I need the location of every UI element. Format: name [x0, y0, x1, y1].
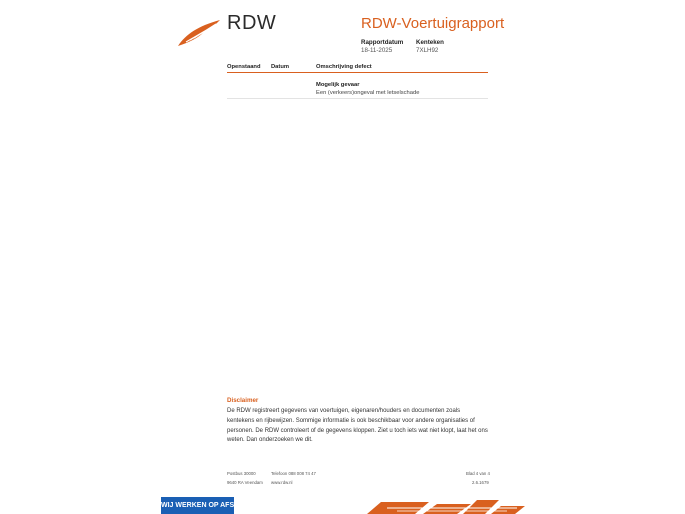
report-date-label: Rapportdatum: [361, 39, 404, 46]
report-date-value: 18-11-2025: [361, 47, 393, 54]
disclaimer-text: De RDW registreert gegevens van voertuigen, eigenaren/houders en documenten zoals kentekens en rijbewijzen. Sommige informatie is ook beschikbaar voor andere organisaties of personen. De RDW controleert of de gegevens kloppen. Ziet u toch iets wat niet klopt, laat het ons weten. Dan onderzoeken we dit.: [227, 408, 488, 444]
footer-phone: Telefoon 088 008 74 47: [271, 471, 316, 476]
footer-city: 9640 RA Veendam: [227, 480, 263, 485]
disclaimer-title: Disclaimer: [227, 397, 259, 404]
decorative-stripes-icon: [367, 498, 525, 514]
defect-description: Een (verkeers)ongeval met letselschade: [316, 90, 420, 96]
footer-website[interactable]: www.rdw.nl: [271, 480, 293, 485]
footer-page-number: Blad 4 van 4: [466, 471, 490, 476]
license-plate-label: Kenteken: [416, 39, 444, 46]
row-divider: [227, 98, 488, 99]
defect-title: Mogelijk gevaar: [316, 82, 360, 88]
report-title: RDW-Voertuigrapport: [361, 15, 505, 32]
header-divider: [227, 72, 488, 73]
column-header-datum: Datum: [271, 64, 290, 70]
footer-postbus: Postbus 30000: [227, 471, 256, 476]
footer-code: 2.6.1679: [472, 480, 489, 485]
rdw-logo-icon: [176, 18, 222, 48]
brand-name: RDW: [227, 12, 277, 34]
appointment-banner: WIJ WERKEN OP AFSPRAAK: [161, 497, 234, 514]
column-header-omschrijving: Omschrijving defect: [316, 64, 372, 70]
column-header-openstaand: Openstaand: [227, 64, 261, 70]
license-plate-value: 7XLH92: [416, 47, 439, 54]
